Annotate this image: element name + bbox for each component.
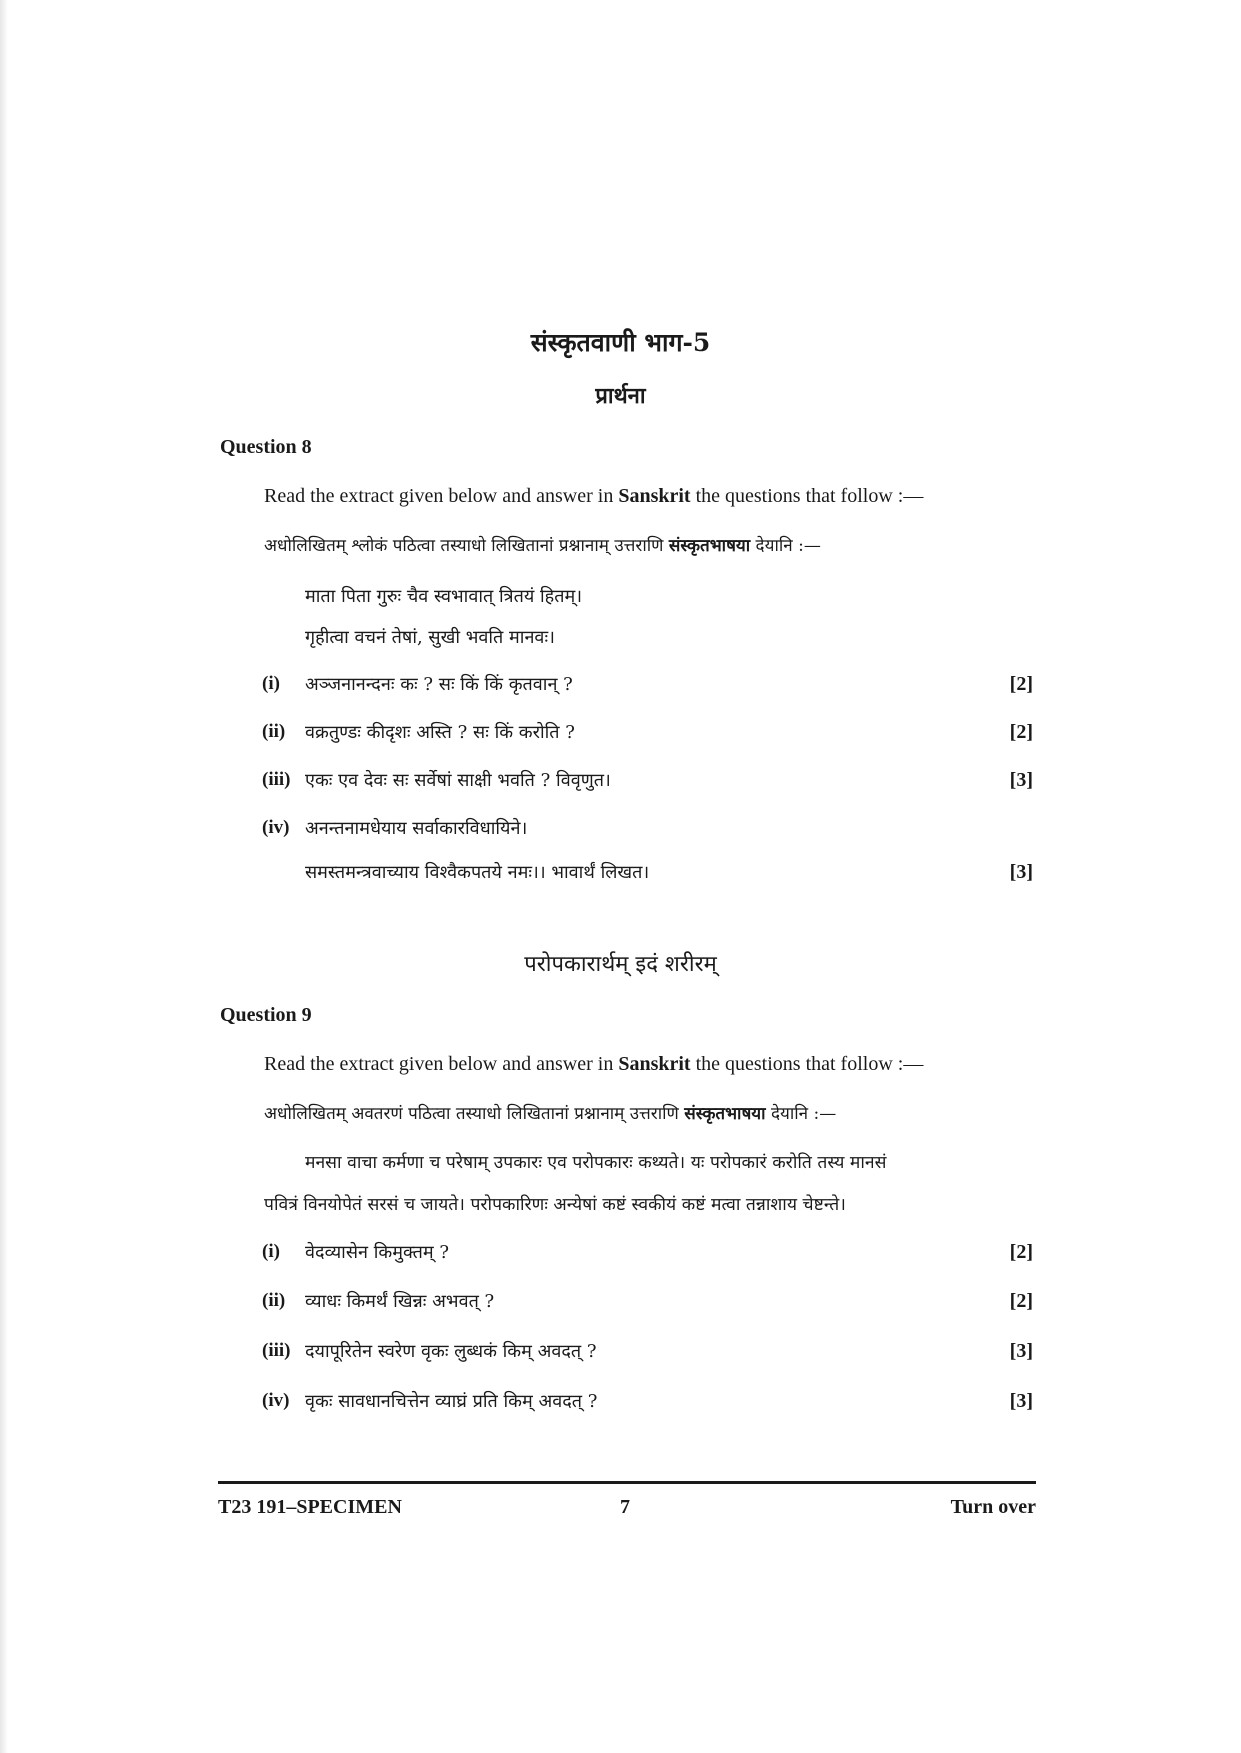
q9-instruction-english: Read the extract given below and answer in Sanskrit the questions that follow :— (264, 1053, 924, 1075)
q9-item-3-text: दयापूरितेन स्वरेण वृकः लुब्धकं किम् अवदत् ? (305, 1341, 597, 1362)
q8-item-2-number: (ii) (262, 721, 286, 742)
q8-item-1-number: (i) (262, 673, 280, 694)
q8-item-4-text-line-2: समस्तमन्त्रवाच्याय विश्वैकपतये नमः।। भावार्थं लिखत। (305, 862, 650, 883)
section-title-paropakara: परोपकारार्थम् इदं शरीरम् (524, 952, 717, 977)
footer-rule (218, 1481, 1036, 1484)
question-8-heading: Question 8 (220, 436, 312, 458)
q8-item-4-number: (iv) (262, 817, 290, 838)
q8-instruction-sanskrit: अधोलिखितम् श्लोकं पठित्वा तस्याधो लिखितानां प्रश्नानाम् उत्तराणि संस्कृतभाषया देयानि :— (264, 536, 821, 556)
footer-turn-over: Turn over (950, 1496, 1036, 1518)
q8-verse-line-2: गृहीत्वा वचनं तेषां, सुखी भवति मानवः। (305, 627, 555, 648)
q9-passage-line-1: मनसा वाचा कर्मणा च परेषाम् उपकारः एव परोपकारः कथ्यते। यः परोपकारं करोति तस्य मानसं (305, 1153, 887, 1173)
q9-item-1-text: वेदव्यासेन किमुक्तम् ? (305, 1242, 449, 1263)
q9-item-1-number: (i) (262, 1241, 280, 1262)
q9-item-2-marks: [2] (1009, 1290, 1033, 1312)
q8-item-2-marks: [2] (1009, 721, 1033, 743)
q8-item-4-text-line-1: अनन्तनामधेयाय सर्वाकारविधायिने। (305, 818, 528, 839)
q9-item-4-number: (iv) (262, 1390, 290, 1411)
q8-item-3-number: (iii) (262, 769, 291, 790)
q9-item-4-marks: [3] (1009, 1390, 1033, 1412)
q9-item-1-marks: [2] (1009, 1241, 1033, 1263)
q8-item-2-text: वक्रतुण्डः कीदृशः अस्ति ? सः किं करोति ? (305, 722, 575, 743)
q8-item-3-marks: [3] (1009, 769, 1033, 791)
q8-item-1-marks: [2] (1009, 673, 1033, 695)
q9-item-3-number: (iii) (262, 1340, 291, 1361)
section-subtitle-prarthana: प्रार्थना (595, 383, 646, 409)
q8-item-3-text: एकः एव देवः सः सर्वेषां साक्षी भवति ? विवृणुत। (305, 770, 611, 791)
question-9-heading: Question 9 (220, 1004, 312, 1026)
page-edge-shadow (0, 0, 8, 1753)
q9-item-3-marks: [3] (1009, 1340, 1033, 1362)
q9-passage-line-2: पवित्रं विनयोपेतं सरसं च जायते। परोपकारिणः अन्येषां कष्टं स्वकीयं कष्टं मत्वा तन्नाशाय चेष्टन्ते। (264, 1195, 846, 1215)
q9-instruction-sanskrit: अधोलिखितम् अवतरणं पठित्वा तस्याधो लिखितानां प्रश्नानाम् उत्तराणि संस्कृतभाषया देयानि :— (264, 1104, 837, 1124)
q8-verse-line-1: माता पिता गुरुः चैव स्वभावात् त्रितयं हितम्। (305, 586, 583, 607)
footer-page-number: 7 (620, 1496, 630, 1518)
q9-item-2-text: व्याधः किमर्थं खिन्नः अभवत् ? (305, 1291, 495, 1312)
q8-item-1-text: अञ्जनानन्दनः कः ? सः किं किं कृतवान् ? (305, 674, 573, 695)
q8-instruction-english: Read the extract given below and answer in Sanskrit the questions that follow :— (264, 485, 924, 507)
q8-item-4-marks: [3] (1009, 861, 1033, 883)
q9-item-4-text: वृकः सावधानचित्तेन व्याघ्रं प्रति किम् अवदत् ? (305, 1391, 598, 1412)
q9-item-2-number: (ii) (262, 1290, 286, 1311)
section-title-sanskritvani: संस्कृतवाणी भाग-5 (530, 328, 711, 357)
footer-paper-code: T23 191–SPECIMEN (218, 1496, 402, 1518)
